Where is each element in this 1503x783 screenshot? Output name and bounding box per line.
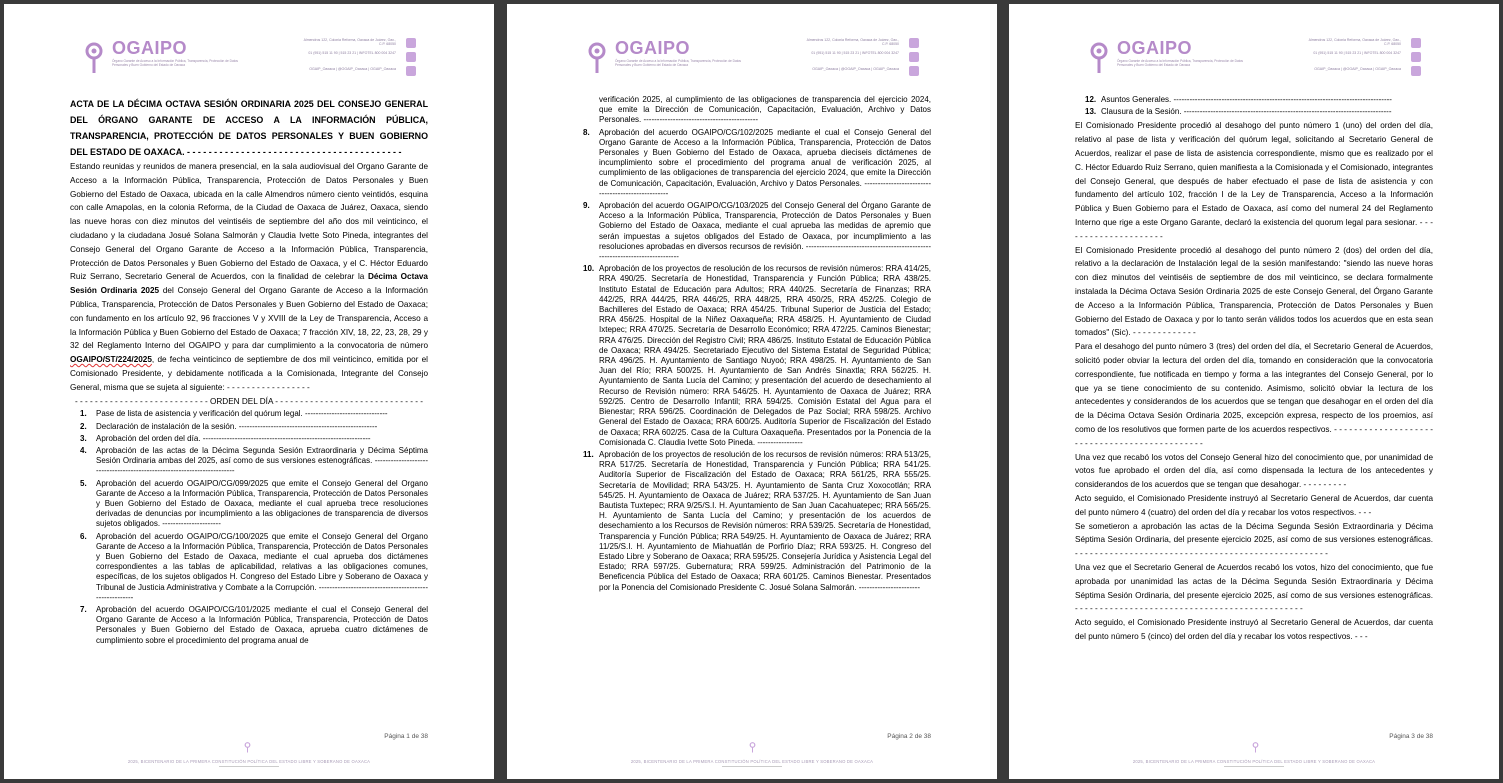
intro-paragraph: Estando reunidas y reunidos de manera presencial, en la sala audiovisual del Organo Garante de Acceso a la Información Pública, Transparencia, Protección de Datos Personales y Buen Gobierno del Estado de Oaxaca, ubicada en la calle Almendros número ciento veintidós, esquina con calle Amapolas, en la colonia Reforma, de la Ciudad de Oaxaca de Juárez, Oaxaca, siendo las nueve horas con diez minutos del veintiséis de septiembre del año dos mil veinticinco, el ciudadano y la ciudadana Josué Solana Salmorán y Claudia Ivette Soto Pineda, integrantes del Consejo General del Organo Garante de Acceso a la Información Pública, Transparencia, Protección de Datos Personales y Buen Gobierno del Estado de Oaxaca, y el C. Héctor Eduardo Ruiz Serrano, Secretario General de Acuerdos, con la finalidad de celebrar la Décima Octava Sesión Ordinaria 2025 del Consejo General del Organo Garante de Acceso a la Información Pública, Transparencia, Protección de Datos Personales y Buen Gobierno del Estado de Oaxaca; con fundamento en los artículo 92, 96 fracciones V y XVIII de la Ley de Transparencia, Acceso a la Información Pública y Buen Gobierno del Estado de Oaxaca; 7 fracción XIV, 18, 22, 23, 28, 29 y 32 del Reglamento Interno del OGAIPO y para dar cumplimiento a la convocatoria de número OGAIPO/ST/224/2025, de fecha veinticinco de septiembre de dos mil veinticinco, emitida por el Comisionado Presidente, y debidamente notificada a la Comisionada, Integrante del Consejo General, misma que se sujeta al siguiente: - - - - - - - - - - - - - - - - - [70, 162, 428, 392]
location-icon [406, 38, 416, 48]
footer-logo-icon [244, 742, 251, 753]
header-phone: 01 (951) 515 11 90 | 515 23 21 | INFOTEL 800 004 3247 [308, 51, 396, 55]
list-item: 7. Aprobación del acuerdo OGAIPO/CG/101/2025 mediante el cual el Consejo General del Organo Garante de Acceso a la Información Pública, Transparencia, Protección de Datos Personales y Buen Gobierno del Estado de Oaxaca, aprueba cuatro dictámenes de cumplimiento sobre el procedimiento del programa anual de [80, 605, 428, 645]
document-page-1 [4, 4, 494, 779]
list-item-continuation: verificación 2025, al cumplimiento de las obligaciones de transparencia del ejercicio 2024, que emite la Dirección de Comunicación, Capacitación, Evaluación, Archivo y Datos Personales. ------------------------------------------- [599, 95, 931, 125]
document-page-2 [507, 4, 997, 779]
footer-text: 2025, BICENTENARIO DE LA PRIMERA CONSTITUCIÓN POLÍTICA DEL ESTADO LIBRE Y SOBERANO DE OAXACA [630, 759, 874, 764]
phone-icon [909, 52, 919, 62]
page-number: Página 3 de 38 [1389, 733, 1433, 740]
phone-icon [1411, 52, 1421, 62]
phone-icon [406, 52, 416, 62]
list-item: 2. Declaración de instalación de la sesión. ---------------------------------------------------- [80, 421, 378, 431]
page-header [583, 34, 923, 79]
logo-icon [1089, 42, 1109, 74]
list-item: 3. Aprobación del orden del día. --------------------------------------------------------------- [80, 433, 371, 443]
minutes-paragraph: Para el desahogo del punto número 3 (tres) del orden del día, el Secretario General de Acuerdos, solicitó poder obviar la lectura del orden del día, tomando en consideración que la convocatoria correspondiente, fue notificada en tiempo y forma a las integrantes del Consejo General, por lo que ya se tiene conocimiento de su contenido. Asimismo, solicitó obviar la lectura de los antecedentes y considerandos de los acuerdos que se tengan que desahogar en el orden del día de la Décima Octava Sesión Ordinaria 2025, excepción expresa, respecto de los proemios, así como de los resolutivos que formen parte de los acuerdos respectivos. - - - - - - - - - - - - - - - - - - - - - - - - - - - - - - - - - - - - - - - - - - - - - - [1075, 342, 1433, 448]
footer-logo-icon [1252, 742, 1259, 753]
footer-text: 2025, BICENTENARIO DE LA PRIMERA CONSTITUCIÓN POLÍTICA DEL ESTADO LIBRE Y SOBERANO DE OAXACA [127, 759, 371, 764]
logo-text: OGAIPO [112, 38, 188, 58]
header-social: OGAIP_Oaxaca | @OGAIP_Oaxaca | OGAIP_Oaxaca [309, 67, 396, 71]
page-number: Página 1 de 38 [384, 733, 428, 740]
footer-divider [1224, 766, 1284, 767]
logo-icon [84, 42, 104, 74]
list-item: 12. Asuntos Generales. ---------------------------------------------------------------------------------- [1085, 95, 1392, 104]
logo-text: OGAIPO [615, 38, 691, 58]
minutes-paragraph: Acto seguido, el Comisionado Presidente instruyó al Secretario General de Acuerdos, dar cuenta del punto número 5 (cinco) del orden del día y recabar los votos respectivos. - - - [1075, 618, 1433, 641]
agenda-list [573, 95, 931, 593]
list-item: 10. Aprobación de los proyectos de resolución de los recursos de revisión números: RRA 414/25, RRA 490/25. Secretaría de Honestidad, Transparencia y Función Pública; RRA 438/25. Instituto Estatal de Educación para Adultos; RRA 440/25. Secretaría de Finanzas; RRA 442/25, RRA 444/25, RRA 446/25, RRA 448/25, RRA 450/25, RRA 452/25. Colegio de Bachilleres del Estado de Oaxaca; RRA 454/25. Tribunal Superior de Justicia del Estado; RRA 456/25. Hospital de la Niñez Oaxaqueña; RRA 458/25. H. Ayuntamiento de Ciudad Ixtepec; RRA 470/25. Secretaría de Desarrollo Económico; RRA 472/25. Caminos Bienestar; RRA 476/25. Dirección del Registro Civil; RRA 486/25. Instituto Estatal de Educación Pública de Oaxaca; RRA 494/25. Secretariado Ejecutivo del Sistema Estatal de Seguridad Pública; RRA 496/25. H. Ayuntamiento de Santiago Nuyoó; RRA 498/25. H. Ayuntamiento de San Juan del Río; RRA 500/25. H. Ayuntamiento de San Andrés Sinaxtla; RRA 562/25. H. Ayuntamiento de Santa Lucía del Camino; y presentación del acuerdo de desechamiento al Recurso de Revisión número: RRA 546/25. H. Ayuntamiento de Oaxaca de Juárez; RRA 592/25. Centro de Desarrollo Infantil; RRA 594/25. Comisión Estatal del Agua para el Bienestar; RRA 596/25. Coordinación de Delegados de Paz Social; RRA 598/25. Archivo General del Estado de Oaxaca; RRA 600/25. Auditoría Superior de Fiscalización del Estado de Oaxaca; RRA 602/25. Casa de la Cultura Oaxaqueña. Presentados por la Ponencia de la Comisionada C. Claudia Ivette Soto Pineda. ----------------- [583, 264, 931, 447]
web-icon [406, 66, 416, 76]
header-address: Almendros 122, Colonia Reforma, Oaxaca de Juárez, Oax., C.P. 68050 [1308, 38, 1401, 47]
web-icon [1411, 66, 1421, 76]
minutes-paragraph: Una vez que el Secretario General de Acuerdos recabó los votos, hizo del conocimiento, que fue aprobada por unanimidad las actas de la Décima Segunda Sesión Extraordinaria y Décima Séptima Sesión Ordinaria, del presente ejercicio 2025, así como de sus versiones estenográficas. - - - - - - - - - - - - - - - - - - - - - - - - - - - - - - - - - - - - - - - - - - - - - - [1075, 562, 1433, 614]
minutes-paragraph: Una vez que recabó los votos del Consejo General hizo del conocimiento que, por unanimidad de votos fue aprobado el orden del día, así como dispensada la lectura de los antecedentes y considerandos de los acuerdos que se tengan que desahogar. - - - - - - - - - [1075, 452, 1433, 490]
list-item: 6. Aprobación del acuerdo OGAIPO/CG/100/2025 que emite el Consejo General del Organo Garante de Acceso a la Información Pública, Transparencia, Protección de Datos Personales y Buen Gobierno del Estado de Oaxaca, mediante el cual aprueba dos dictámenes correspondientes a las tablas de aplicabilidad, relativas a las obligaciones comunes, específicas, de los sujetos obligados H. Congreso del Estado Libre y Soberano de Oaxaca y Tribunal de Justicia Administrativa y Combate a la Corrupción. ------------------------------------------------------- [80, 531, 428, 602]
header-social: OGAIP_Oaxaca | @OGAIP_Oaxaca | OGAIP_Oaxaca [1314, 67, 1401, 71]
list-item: 9. Aprobación del acuerdo OGAIPO/CG/103/2025 del Consejo General del Órgano Garante de Acceso a la Información Pública, Transparencia, Protección de Datos Personales y Buen Gobierno del Estado de Oaxaca, mediante el cual aprueba las medidas de apremio que serán impuestas a sujetos obligados del Estado de Oaxaca, por incumplimiento a las resoluciones aprobadas en diversos recursos de revisión. ----------------------------------------------------------------------------- [583, 201, 931, 262]
page-header [1085, 34, 1425, 79]
list-item: 1. Pase de lista de asistencia y verificación del quórum legal. ------------------------------- [80, 409, 388, 419]
page-body [70, 96, 428, 648]
page-header [80, 34, 420, 79]
list-item: 8. Aprobación del acuerdo OGAIPO/CG/102/2025 mediante el cual el Consejo General del Organo Garante de Acceso a la Información Pública, Transparencia, Protección de Datos Personales y Buen Gobierno del Estado de Oaxaca, aprueba dieciseis dictámenes de incumplimiento sobre el procedimiento del programa anual de verificación 2025, al cumplimiento de las obligaciones de transparencia del ejercicio 2024, que emite la Dirección de Comunicación, Capacitación, Evaluación, Archivo y Datos Personales. --------------------------------------------------- [583, 127, 931, 198]
document-page-3 [1009, 4, 1499, 779]
location-icon [1411, 38, 1421, 48]
agenda-list [1075, 95, 1433, 117]
web-icon [909, 66, 919, 76]
logo-icon [587, 42, 607, 74]
agenda-list [70, 409, 428, 645]
header-phone: 01 (951) 515 11 90 | 515 23 21 | INFOTEL 800 004 3247 [1313, 51, 1401, 55]
document-title: ACTA DE LA DÉCIMA OCTAVA SESIÓN ORDINARIA 2025 DEL CONSEJO GENERAL DEL ÓRGANO GARANTE DE ACCESO A LA INFORMACIÓN PÚBLICA, TRANSPARENCIA, PROTECCIÓN DE DATOS PERSONALES Y BUEN GOBIERNO DEL ESTADO DE OAXACA. - - - - - - - - - - - - - - - - - - - - - - - - - - - - - - - - - - - - - - - - [70, 99, 428, 157]
list-item: 5. Aprobación del acuerdo OGAIPO/CG/099/2025 que emite el Consejo General del Organo Garante de Acceso a la Información Pública, Transparencia, Protección de Datos Personales y Buen Gobierno del Estado de Oaxaca, mediante el cual aprueba trece resoluciones derivadas de denuncias por incumplimiento a las obligaciones de transparencia de diversos sujetos obligados. ---------------------- [80, 478, 428, 529]
page-number: Página 2 de 38 [887, 733, 931, 740]
minutes-paragraph: Acto seguido, el Comisionado Presidente instruyó al Secretario General de Acuerdos, dar cuenta del punto número 4 (cuatro) del orden del día y recabar los votos respectivos. - - - [1075, 493, 1433, 517]
list-item: 11. Aprobación de los proyectos de resolución de los recursos de revisión números: RRA 513/25, RRA 517/25. Secretaría de Honestidad, Transparencia y Función Pública; RRA 541/25. Auditoría Superior de Fiscalización del Estado de Oaxaca; RRA 561/25, RRA 555/25. Secretaría de Movilidad; RRA 543/25. H. Ayuntamiento de Santa Cruz Xoxocotlán; RRA 545/25. H. Ayuntamiento de Oaxaca de Juárez; RRA 537/25. H. Ayuntamiento de San Juan Bautista Tuxtepec; RRA 9/25/S.I. H. Ayuntamiento de San Juan Cacahuatepec; RRA 565/25. H. Ayuntamiento de Santa Lucía del Camino; y presentación de los acuerdos de desechamiento a los Recursos de Revisión números: RRA 539/25. Secretaría de Honestidad, Transparencia y Función Pública; RRA 549/25. H. Ayuntamiento de Oaxaca de Juárez; RRA 11/25/S.I. H. Ayuntamiento de Miahuatlán de Porfirio Díaz; RRA 593/25. H. Congreso del Estado Libre y Soberano de Oaxaca; RRA 595/25. Consejería Jurídica y Asistencia Legal del Estado; RRA 597/25. Gubernatura; RRA 599/25. Administración del Patrimonio de la Beneficencia Pública del Estado de Oaxaca; RRA 601/25. Caminos Bienestar. Presentados por la Ponencia del Comisionado Presidente C. Josué Solana Salmorán. ----------------------- [583, 449, 931, 592]
orden-del-dia-heading: - - - - - - - - - - - - - - - - - - - - - - - - - - - ORDEN DEL DÍA - - - - - - - - - - - - - - - - - - - - - - - - - - - - - - [74, 396, 423, 406]
list-item: 13. Clausura de la Sesión. ------------------------------------------------------------------------------ [1085, 107, 1392, 117]
header-social: OGAIP_Oaxaca | @OGAIP_Oaxaca | OGAIP_Oaxaca [812, 67, 899, 71]
header-phone: 01 (951) 515 11 90 | 515 23 21 | INFOTEL 800 004 3247 [811, 51, 899, 55]
list-item: 4. Aprobación de las actas de la Décima Segunda Sesión Extraordinaria y Décima Séptima Sesión Ordinaria ambas del 2025, así como de sus versiones estenográficas. ------------------------------------------------------------------------ [80, 445, 428, 476]
logo-subtitle: Órgano Garante de Acceso a la Información Pública, Transparencia, Protección de Datos Personales y Buen Gobierno del Estado de Oaxaca [615, 59, 741, 67]
logo-subtitle: Órgano Garante de Acceso a la Información Pública, Transparencia, Protección de Datos Personales y Buen Gobierno del Estado de Oaxaca [112, 59, 238, 67]
footer-divider [722, 766, 782, 767]
minutes-paragraph: El Comisionado Presidente procedió al desahogo del punto número 2 (dos) del orden del día, relativo a la declaración de Instalación legal de la sesión manifestando: "siendo las nueve horas con diez minutos del veintiséis de septiembre de dos mil veinticinco, se declara formalmente instalada la Décima Octava Sesión Ordinaria 2025 de este Consejo General, del Órgano Garante de Acceso a la Información Pública, Transparencia, Protección de Datos Personales y Buen Gobierno del Estado de Oaxaca y por lo tanto serán válidos todos los acuerdos que en esta sean tomados" (Sic). - - - - - - - - - - - - - [1075, 245, 1433, 338]
header-address: Almendros 122, Colonia Reforma, Oaxaca de Juárez, Oax., C.P. 68050 [806, 38, 899, 47]
minutes-paragraph: Se sometieron a aprobación las actas de la Décima Segunda Sesión Extraordinaria y Décima Séptima Sesión Ordinaria, del presente ejercicio 2025, así como de sus versiones estenográficas. - - - - - - - - - - - - - - - - - - - - - - - - - - - - - - - - - - - - - - - - - - - - - - - - - - - [1075, 521, 1433, 559]
footer-divider [219, 766, 279, 767]
footer-logo-icon [749, 742, 756, 753]
logo-text: OGAIPO [1117, 38, 1193, 58]
page-body [573, 94, 931, 595]
minutes-paragraph: El Comisionado Presidente procedió al desahogo del punto número 1 (uno) del orden del día, relativo al pase de lista y verificación del quórum legal, solicitando al Secretario General de Acuerdos, realizar el pase de lista de asistencia correspondiente, mismo que es realizado por el C. Héctor Eduardo Ruiz Serrano, quien manifiesta a la Comisionada y el Comisionado, integrantes del Consejo General, que después de haber efectuado el pase de lista de asistencia y con fundamento del artículo 102, fracción I de la Ley de Transparencia, Acceso a la Información Pública y Buen Gobierno para el Estado de Oaxaca, así como del numeral 24 del Reglamento Interno que rige a este Organo Garante, declaró la existencia del quorum legal para sesionar. - - - - - - - - - - - - - - - - - - - - - [1075, 121, 1433, 241]
header-address: Almendros 122, Colonia Reforma, Oaxaca de Juárez, Oax., C.P. 68050 [303, 38, 396, 47]
logo-subtitle: Órgano Garante de Acceso a la Información Pública, Transparencia, Protección de Datos Personales y Buen Gobierno del Estado de Oaxaca [1117, 59, 1243, 67]
page-body [1075, 94, 1433, 644]
location-icon [909, 38, 919, 48]
footer-text: 2025, BICENTENARIO DE LA PRIMERA CONSTITUCIÓN POLÍTICA DEL ESTADO LIBRE Y SOBERANO DE OAXACA [1132, 759, 1376, 764]
